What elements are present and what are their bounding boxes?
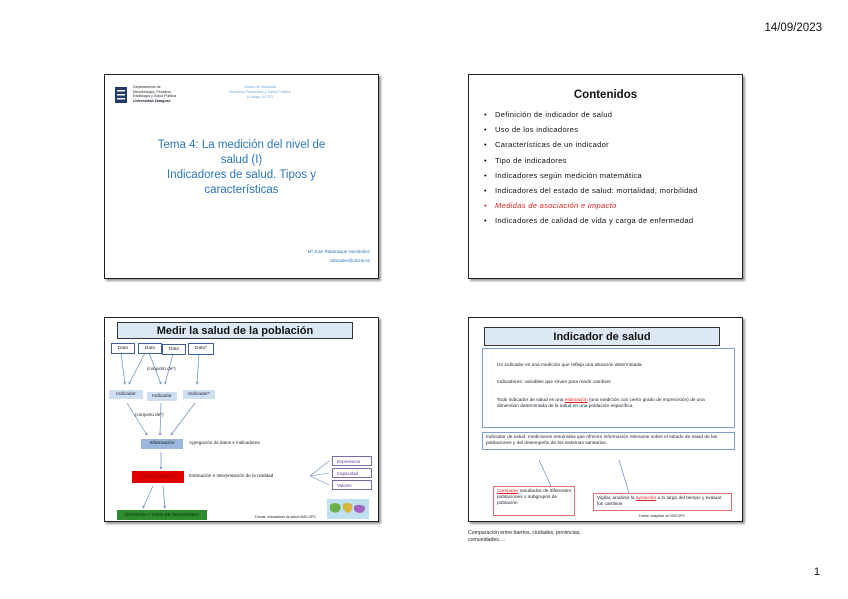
contents-item: • Definición de indicador de salud [483,110,735,120]
dato-box: Dato [162,344,186,355]
contents-list [483,110,735,232]
monitor-box [593,493,732,511]
text-part: resultados de diferentes poblaciones o subgrupos de población [497,489,571,507]
contents-item: • Indicadores según medición matemática [483,171,735,181]
slide-4-notes [468,530,581,543]
definition-line: Indicadores: variables que sirven para medir cambios [497,380,611,385]
dept-line: Universidad Zaragoza [133,98,171,103]
contents-item: • Tipo de indicadores [483,156,735,166]
factor-box: Valores [332,480,372,490]
conjunto-label: (conjunto de*) [147,366,176,371]
text-part: a lo largo del tiempo y evaluar los cambios [597,496,722,508]
dato-box: Dato* [188,343,214,355]
contents-item: • Uso de los indicadores [483,125,735,135]
decision-box: DIFUSIÓN Y TOMA DE DECISIONES [117,510,207,520]
author-email[interactable]: rabanake@unizar.es [329,258,370,263]
health-indicator-def: Indicador de salud: mediciones resumidas que ofrecen información relevante sobre el estado de salud de las poblaciones y del desempeño de los sistemas sanitarios. [482,432,735,450]
slide-3-measure-health[interactable] [104,317,379,522]
header-date: 14/09/2023 [764,22,822,34]
highlight-word: estimación [564,398,588,403]
slide-2-contents[interactable] [468,74,743,279]
dato-box: Dato [138,343,162,354]
title-line: Indicadores de salud. Tipos y [167,169,316,181]
contents-item: • Indicadores del estado de salud: mortalidad, morbilidad [483,186,735,196]
compare-box [493,486,575,516]
slide-1-title[interactable] [104,74,379,279]
highlight-word: Comparar [497,489,519,494]
dept-line: Radiología y Salud Pública [133,94,176,99]
title-line: características [204,184,279,196]
contents-item-highlighted: • Medidas de asociación e impacto [483,201,735,211]
slide-title: Indicador de salud [484,327,720,346]
degree-info [205,85,315,100]
lecture-title [125,138,358,198]
definition-line: Un indicador es una medición que refleja una situación determinada [497,363,642,368]
department-name [133,85,176,103]
dept-line: Microbiología, Pediatría, [133,89,172,94]
informacion-desc: Agregación de datos e indicadores [189,440,260,445]
university-logo-icon [115,87,127,103]
contents-item: • Características de un indicador [483,140,735,150]
factor-box: Experiencia [332,456,372,466]
slide-4-health-indicator[interactable] [468,317,743,522]
contents-title: Contenidos [573,89,638,101]
world-map-icon [327,499,369,519]
indicador-box: Indicador* [183,390,215,399]
source-note: Fuente: Indicadores de salud OMS-OPS [255,515,316,519]
dept-line: Departamento de [133,85,161,89]
informacion-box: Información [141,439,183,449]
conocimiento-desc: Estimación e interpretación de la realidad [189,473,274,478]
slide-title: Medir la salud de la población [117,322,353,339]
degree-line: Grado de Medicina [243,85,277,89]
dato-box: Dato [111,343,135,354]
note-line: comunidades…. [468,536,506,543]
text-part: Todo indicador de salud es una [497,398,564,403]
author-block [308,247,370,265]
text-part: Vigilar, analizar la [597,496,635,501]
note-line: Comparación entre barrios, ciudades, provincias, [468,530,581,536]
conocimiento-box: CONOCIMIENTO [132,471,184,483]
contents-item: • Indicadores de calidad de vida y carga de enfermedad [483,216,735,226]
indicador-box: Indicador [109,390,143,399]
degree-line: Medicina Preventiva y Salud Pública [229,90,291,94]
highlight-word: evolución [635,496,657,501]
factor-box: Capacidad [332,468,372,478]
degree-line: (Código 26737) [246,95,274,99]
title-line: salud (I) [220,154,263,166]
page-number: 1 [813,566,820,578]
indicador-box: Indicador [147,392,177,401]
author-name: Mª José Rabanaque Hernández [307,249,370,254]
conjunto-label: (conjunto de*) [135,412,164,417]
title-line: Tema 4: La medición del nivel de [157,139,326,151]
text-part: (una medición con cierto grado de imprecisión) de una dimensión determinada de la salud en una población específica. [497,398,705,410]
source-note: Fuente: Adaptado de OMS-OPS [639,514,685,518]
